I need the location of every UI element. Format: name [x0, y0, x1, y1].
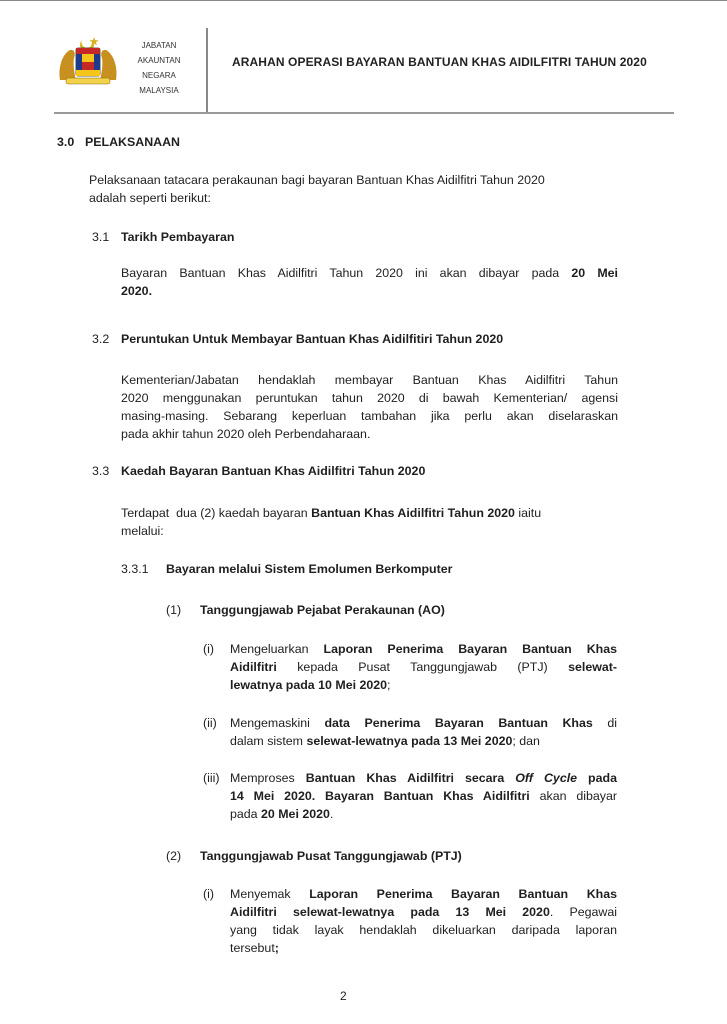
text-run: Memproses: [230, 771, 306, 785]
text-run: pada: [230, 807, 262, 821]
text-run: Mengemaskini: [230, 716, 325, 730]
date-highlight: 2020.: [121, 284, 153, 298]
list-heading: Tanggungjawab Pejabat Perakaunan (AO): [200, 603, 445, 617]
text-run: iaitu: [514, 506, 542, 520]
text-run: di: [592, 716, 617, 730]
date-highlight: 20 Mei: [571, 266, 618, 280]
text-run-bold: selewat-: [568, 660, 617, 674]
list-marker: (ii): [203, 716, 217, 730]
header-divider: [206, 28, 208, 112]
list-item-line: [230, 659, 617, 677]
subsection-heading: Bayaran melalui Sistem Emolumen Berkomputer: [166, 562, 453, 576]
subsection-heading: Peruntukan Untuk Membayar Bantuan Khas Aidilfitiri Tahun 2020: [121, 332, 504, 346]
list-item-line: [230, 641, 617, 659]
intro-paragraph-line: adalah seperti berikut:: [89, 191, 211, 205]
text-run-bold: Aidilfitri: [230, 660, 277, 674]
list-item-line: [230, 677, 390, 695]
page-number: 2: [340, 989, 347, 1003]
text-run-bold: Laporan Penerima Bayaran Bantuan Khas: [323, 642, 618, 656]
list-marker: (iii): [203, 771, 220, 785]
subsection-number: 3.2: [92, 332, 110, 346]
list-number: (2): [166, 849, 182, 863]
list-item-line: [230, 904, 617, 922]
text-run-bold: Aidilfitri selewat-lewatnya pada 13 Mei 2020: [230, 905, 550, 919]
subsection-number: 3.1: [92, 230, 110, 244]
agency-line: AKAUNTAN: [137, 56, 181, 65]
coat-of-arms-icon: [56, 34, 120, 86]
subsection-number: 3.3.1: [121, 562, 149, 576]
agency-name: [128, 38, 190, 98]
section-heading: PELAKSANAAN: [85, 135, 180, 149]
text-run-bold: lewatnya pada 10 Mei 2020: [230, 678, 388, 692]
document-header: [0, 0, 727, 118]
section-number: 3.0: [57, 135, 75, 149]
paragraph-line: Kementerian/Jabatan hendaklah membayar Bantuan Khas Aidilfitri Tahun: [121, 373, 618, 387]
document-title: ARAHAN OPERASI BAYARAN BANTUAN KHAS AIDILFITRI TAHUN 2020: [232, 55, 647, 69]
subsection-heading: Tarikh Pembayaran: [121, 230, 235, 244]
list-item-line: yang tidak layak hendaklah dikeluarkan daripada laporan: [230, 923, 617, 937]
text-run: Bayaran Bantuan Khas Aidilfitri Tahun 2020 ini akan dibayar pada: [121, 266, 572, 280]
list-number: (1): [166, 603, 182, 617]
header-rule: [54, 112, 674, 114]
subsection-number: 3.3: [92, 464, 110, 478]
text-run-bold: ;: [274, 941, 279, 955]
text-run: dalam sistem: [230, 734, 307, 748]
intro-paragraph-line: Pelaksanaan tatacara perakaunan bagi bayaran Bantuan Khas Aidilfitri Tahun 2020: [89, 173, 545, 187]
agency-line: MALAYSIA: [139, 86, 179, 95]
agency-line: JABATAN: [141, 41, 177, 50]
paragraph-line: [121, 505, 613, 523]
text-run-bold: Bantuan Khas Aidilfitri secara: [305, 771, 516, 785]
list-item-line: [230, 715, 617, 733]
text-run-bold: 14 Mei 2020. Bayaran Bantuan Khas Aidilfitri: [230, 789, 530, 803]
text-run: .: [329, 807, 334, 821]
list-item-line: [230, 940, 279, 958]
text-run-bold: data Penerima Bayaran Bantuan Khas: [324, 716, 593, 730]
list-heading: Tanggungjawab Pusat Tanggungjawab (PTJ): [200, 849, 462, 863]
paragraph-line: 2020 menggunakan peruntukan tahun 2020 di bawah Kementerian/ agensi: [121, 391, 618, 405]
list-item-line: [230, 886, 617, 904]
text-run: ; dan: [512, 734, 540, 748]
text-run: akan dibayar: [529, 789, 617, 803]
text-run-bold: Laporan Penerima Bayaran Bantuan Khas: [309, 887, 618, 901]
list-marker: (i): [203, 642, 215, 656]
paragraph-line: masing-masing. Sebarang keperluan tambahan jika perlu akan diselaraskan: [121, 409, 618, 423]
text-run-bold: 20 Mei 2020: [261, 807, 330, 821]
text-run: Menyemak: [230, 887, 310, 901]
subsection-heading: Kaedah Bayaran Bantuan Khas Aidilfitri Tahun 2020: [121, 464, 426, 478]
list-item-line: [230, 733, 540, 751]
text-run-bold: selewat-lewatnya pada 13 Mei 2020: [306, 734, 513, 748]
text-run: Terdapat dua (2) kaedah bayaran: [121, 506, 312, 520]
text-run: tersebut: [230, 941, 275, 955]
agency-line: NEGARA: [142, 71, 176, 80]
text-run: ;: [387, 678, 391, 692]
text-run: Mengeluarkan: [230, 642, 324, 656]
text-run: kepada Pusat Tanggungjawab (PTJ): [276, 660, 569, 674]
list-marker: (i): [203, 887, 215, 901]
list-item-line: [230, 806, 333, 824]
paragraph-line: melalui:: [121, 524, 164, 538]
paragraph-line: [121, 265, 618, 283]
text-run-bold-italic: Off Cycle: [515, 771, 578, 785]
text-run-bold: Bantuan Khas Aidilfitri Tahun 2020: [311, 506, 515, 520]
paragraph-line: pada akhir tahun 2020 oleh Perbendaharaan.: [121, 427, 371, 441]
list-item-line: [230, 770, 617, 788]
text-run: . Pegawai: [549, 905, 617, 919]
text-run-bold: pada: [577, 771, 617, 785]
list-item-line: [230, 788, 617, 806]
